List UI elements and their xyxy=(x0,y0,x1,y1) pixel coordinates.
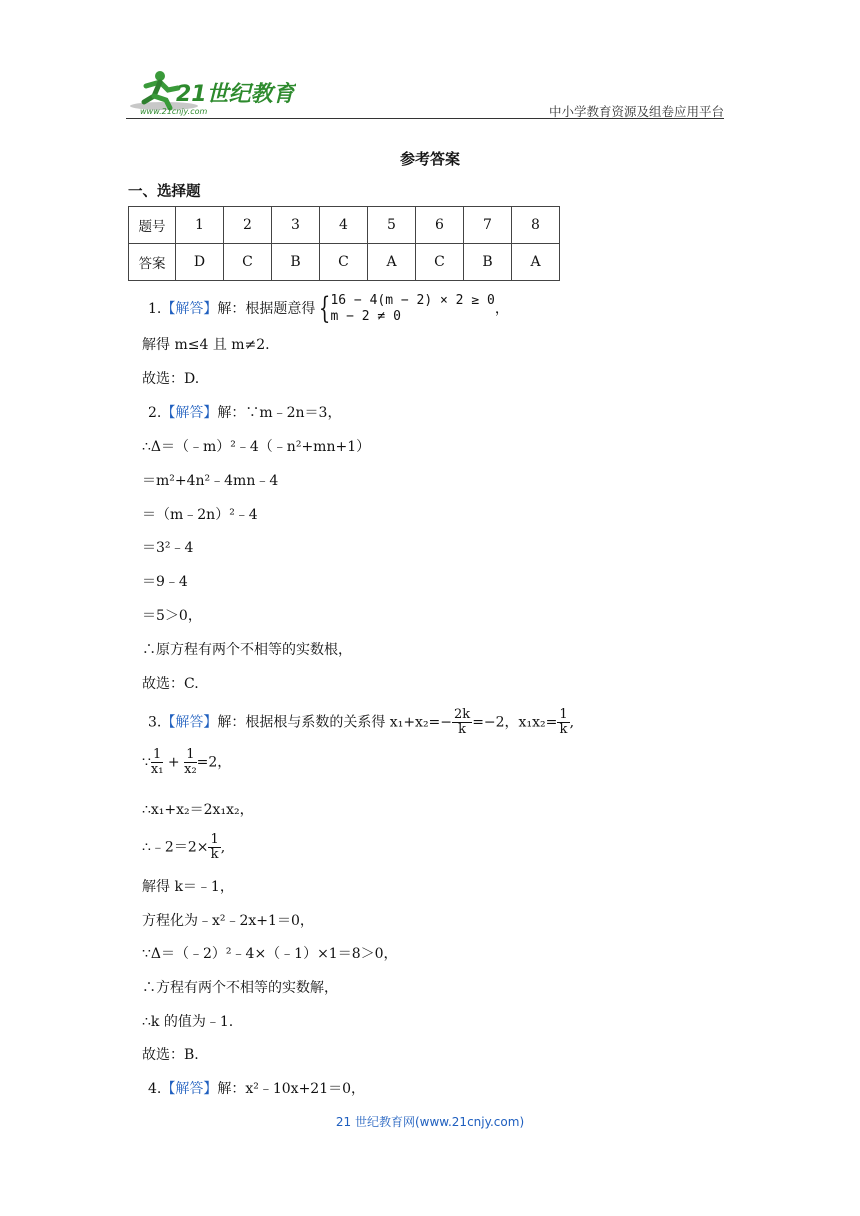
table-cell: 7 xyxy=(464,207,512,244)
table-cell: D xyxy=(176,244,224,281)
table-cell: 4 xyxy=(320,207,368,244)
q2-line9: 故选：C. xyxy=(142,676,199,692)
q2-line5: ＝3²﹣4 xyxy=(142,540,194,556)
q3-line3: ∴x₁+x₂＝2x₁x₂， xyxy=(142,802,254,818)
platform-name: 中小学教育资源及组卷应用平台 xyxy=(548,104,724,119)
q3-line5: 解得 k＝﹣1， xyxy=(142,879,234,895)
q1-line3: 故选：D. xyxy=(142,371,200,387)
page-header xyxy=(126,68,724,120)
q4-line1: 4.【解答】解：x²﹣10x+21＝0， xyxy=(148,1081,366,1097)
table-cell: 8 xyxy=(512,207,560,244)
q2-line1: 2.【解答】解：∵m﹣2n＝3， xyxy=(148,405,342,421)
q2-line6: ＝9﹣4 xyxy=(142,574,188,590)
svg-text:www.21cnjy.com: www.21cnjy.com xyxy=(140,107,208,116)
table-cell: 2 xyxy=(224,207,272,244)
q3-line10: 故选：B. xyxy=(142,1047,199,1063)
svg-text:21世纪教育: 21世纪教育 xyxy=(176,82,295,107)
q3-line1: 3.【解答】解：根据根与系数的关系得 x₁+x₂=− $\frac{2k}{k}$ =−2，x₁x₂= $\frac{1}{k}$ , xyxy=(148,707,575,737)
q3-line6: 方程化为﹣x²﹣2x+1＝0， xyxy=(142,913,314,929)
answer-table xyxy=(128,206,560,281)
section-heading: 一、选择题 xyxy=(128,184,201,200)
q3-line4: ∴﹣2＝2× $\frac{1}{k}$ , xyxy=(142,832,226,862)
q1-line2: 解得 m≤4 且 m≠2. xyxy=(142,337,270,353)
q3-line2: ∵ $\frac{1}{\text{x₁}}$ + $\frac{1}{\text{x₂}}$ =2， xyxy=(142,747,232,777)
header-divider xyxy=(126,118,724,119)
table-cell: B xyxy=(464,244,512,281)
table-cell: C xyxy=(320,244,368,281)
table-row xyxy=(129,207,560,244)
q3-line9: ∴k 的值为﹣1. xyxy=(142,1014,234,1030)
row-label: 题号 xyxy=(129,207,176,244)
q2-line3: ＝m²+4n²﹣4mn﹣4 xyxy=(142,473,279,489)
q2-line7: ＝5＞0， xyxy=(142,608,202,624)
q1-line1: 1.【解答】解：根据题意得 { 16 − 4(m − 2) × 2 ≥ 0 m − 2 ≠ 0 ， xyxy=(148,291,509,326)
q2-line8: ∴原方程有两个不相等的实数根， xyxy=(142,642,352,658)
q3-line7: ∵Δ＝（﹣2）²﹣4×（﹣1）×1＝8＞0， xyxy=(142,946,398,962)
q2-line2: ∴Δ＝（﹣m）²﹣4（﹣n²+mn+1） xyxy=(142,439,371,455)
q2-line4: ＝（m﹣2n）²﹣4 xyxy=(142,507,258,523)
table-row xyxy=(129,244,560,281)
table-cell: 6 xyxy=(416,207,464,244)
q3-line8: ∴方程有两个不相等的实数解， xyxy=(142,980,338,996)
page-footer: 21 世纪教育网(www.21cnjy.com) xyxy=(335,1115,525,1129)
page-title: 参考答案 xyxy=(399,150,460,168)
logo-21cnjy xyxy=(126,68,296,118)
table-cell: 1 xyxy=(176,207,224,244)
table-cell: A xyxy=(512,244,560,281)
table-cell: A xyxy=(368,244,416,281)
row-label: 答案 xyxy=(129,244,176,281)
table-cell: 3 xyxy=(272,207,320,244)
table-cell: 5 xyxy=(368,207,416,244)
table-cell: B xyxy=(272,244,320,281)
table-cell: C xyxy=(224,244,272,281)
table-cell: C xyxy=(416,244,464,281)
